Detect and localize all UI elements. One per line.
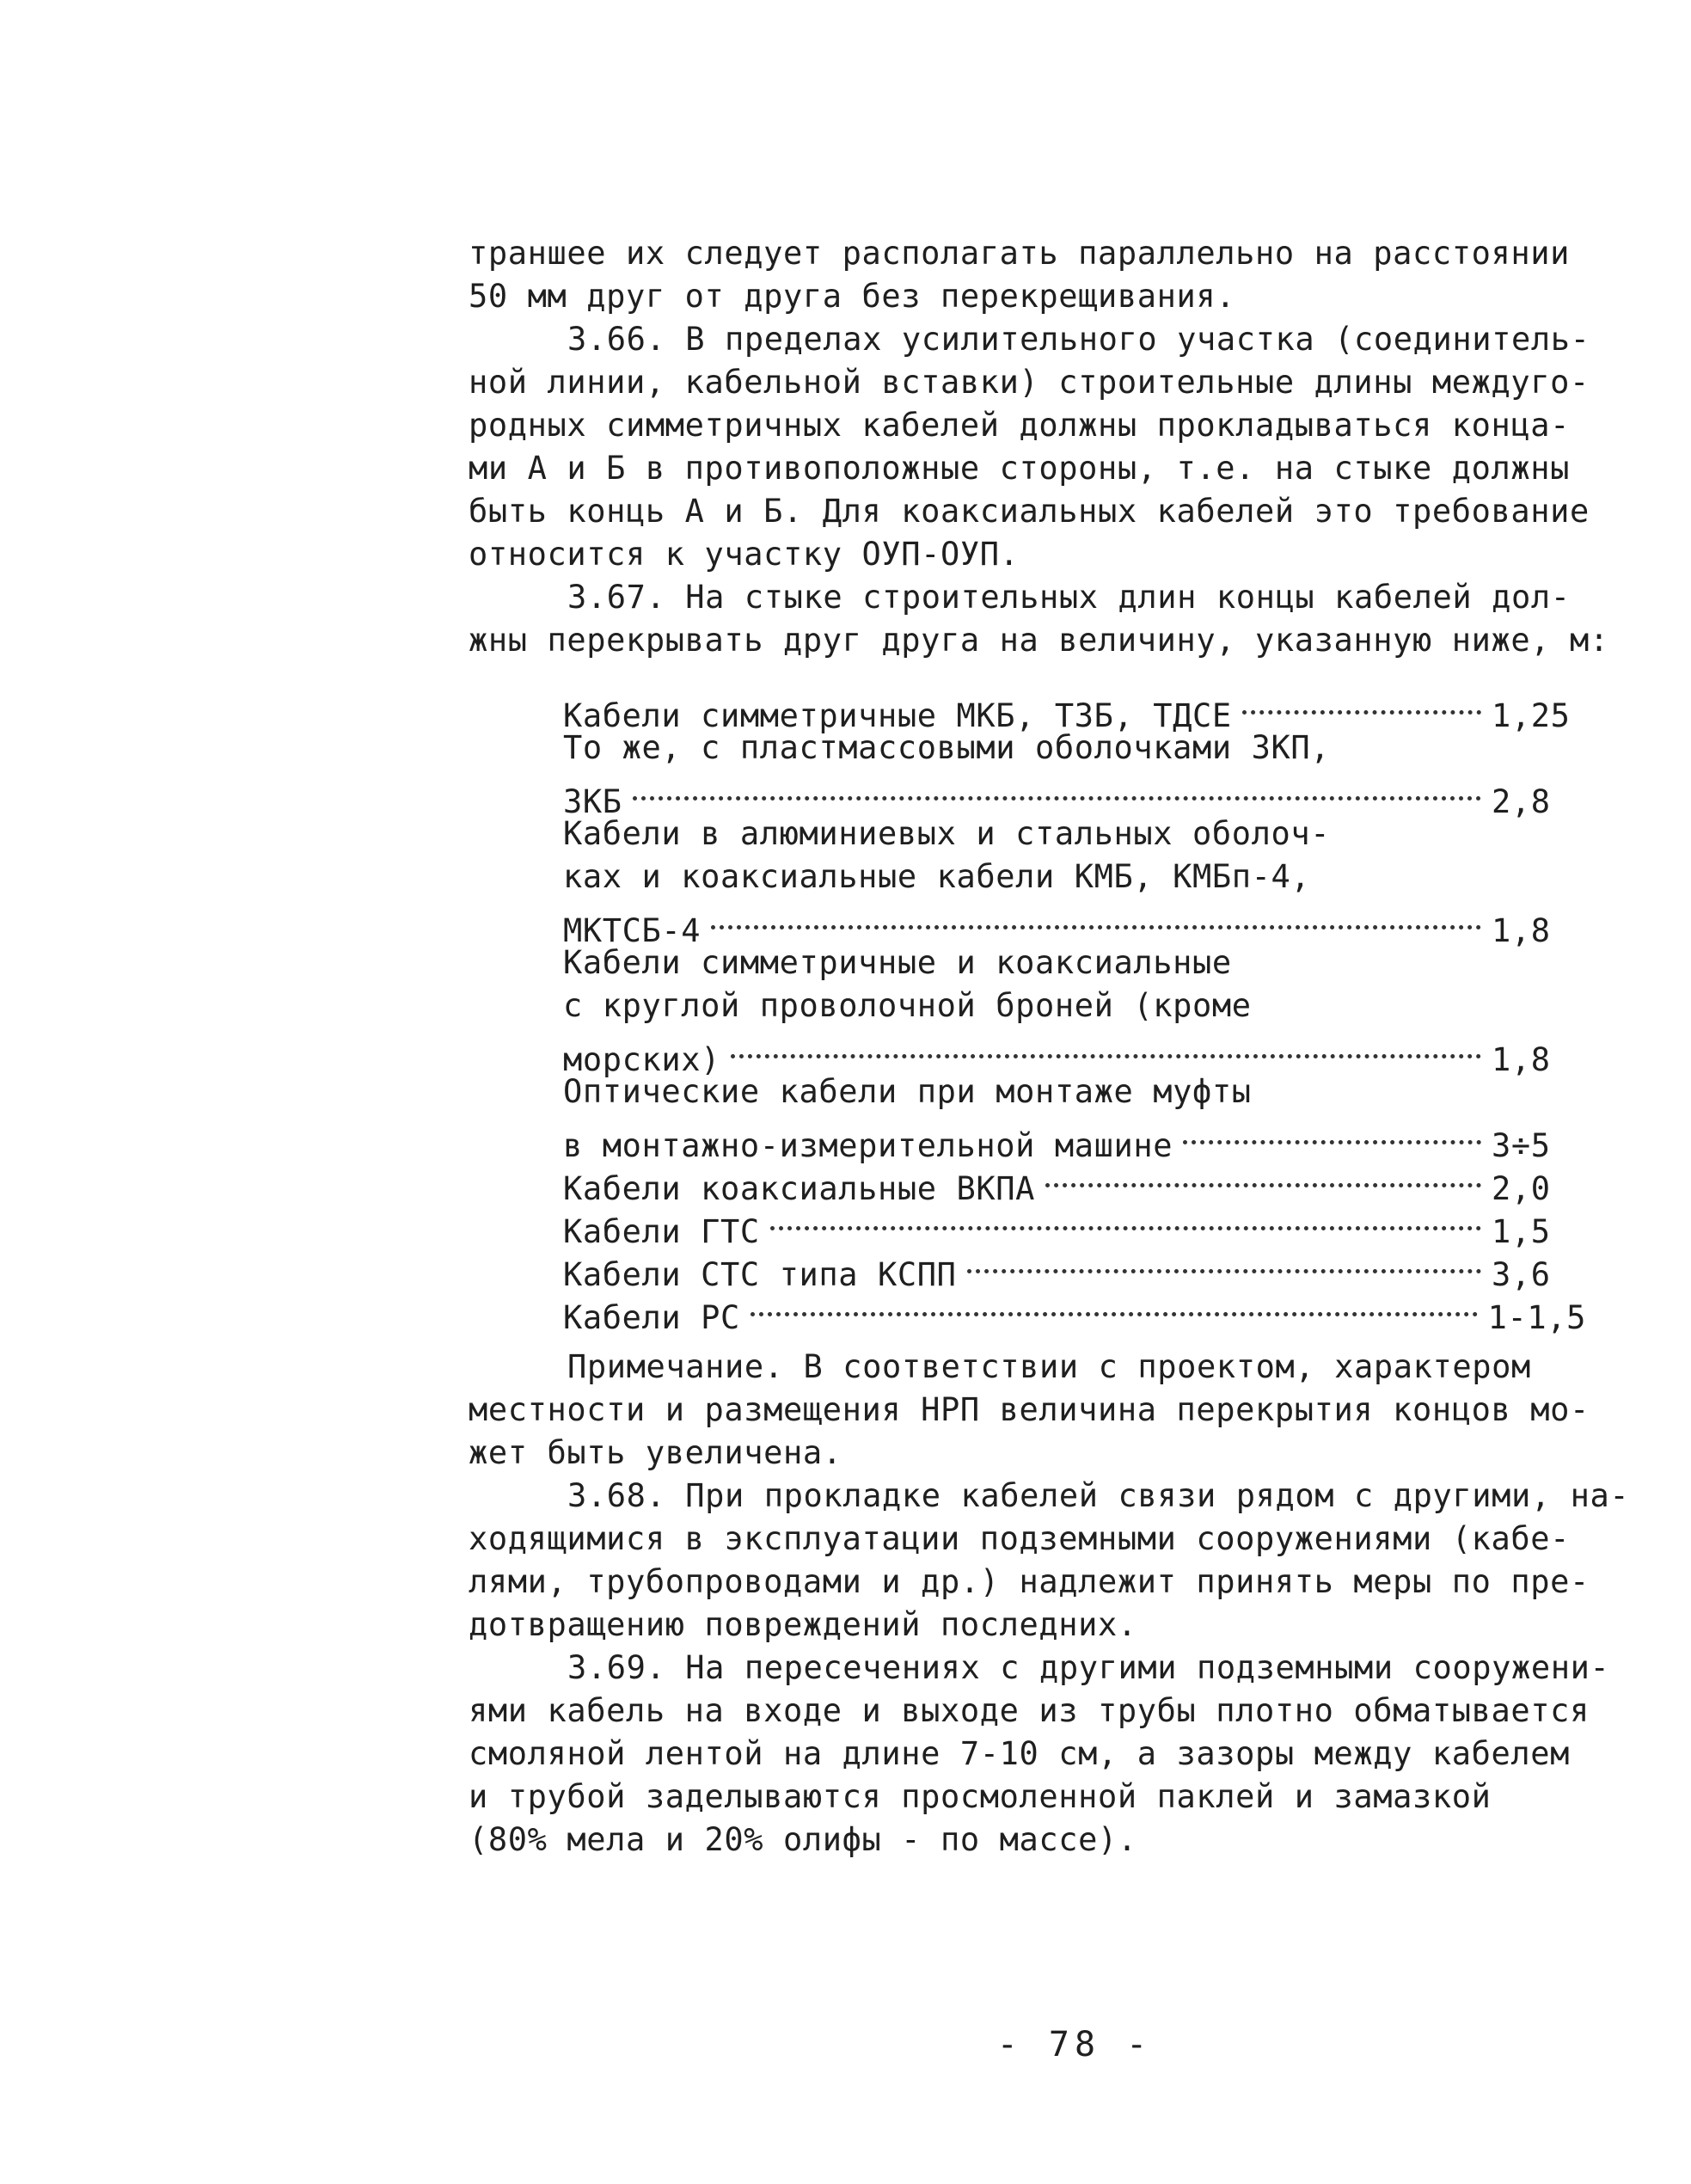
page-number: - 78 - — [996, 2025, 1153, 2064]
text-line: 3.66. В пределах усилительного участка (соединитель- — [567, 321, 1590, 358]
row-label: в монтажно-измерительной машине — [563, 1127, 1173, 1164]
row-value: 1,8 — [1492, 912, 1551, 949]
row-value: 1,25 — [1492, 697, 1571, 734]
row-value: 2,0 — [1492, 1170, 1551, 1207]
row-label: Оптические кабели при монтаже муфты — [563, 1073, 1252, 1110]
row-value: 3,6 — [1492, 1256, 1551, 1293]
row-label: морских) — [563, 1041, 721, 1078]
row-value: 2,8 — [1492, 783, 1551, 820]
row-label: МКТСБ-4 — [563, 912, 702, 949]
dot-leader — [751, 1285, 1478, 1328]
dot-leader — [967, 1242, 1481, 1285]
dot-leader — [1242, 684, 1481, 727]
row-label: с круглой проволочной броней (кроме — [563, 987, 1252, 1024]
note — [469, 1346, 1621, 1475]
row-label: ках и коаксиальные кабели КМБ, КМБп-4, — [563, 858, 1311, 895]
text-line: ходящимися в эксплуатации подземными сооружениями (кабе- — [469, 1520, 1571, 1557]
dot-leader — [731, 1028, 1481, 1071]
text-line: 3.69. На пересечениях с другими подземными сооружени- — [567, 1649, 1610, 1686]
dot-leader — [1045, 1156, 1481, 1199]
table-row — [563, 727, 1586, 770]
paragraph-3-66 — [469, 318, 1621, 576]
text-line: 50 мм друг от друга без перекрещивания. — [469, 278, 1236, 315]
paragraph-3-69 — [469, 1647, 1621, 1862]
table-row — [563, 813, 1586, 856]
text-line: 3.67. На стыке строительных длин концы кабелей дол- — [567, 579, 1571, 616]
text-line: ной линии, кабельной вставки) строительные длины междуго- — [469, 364, 1590, 401]
paragraph-intro — [469, 232, 1621, 318]
text-line: траншее их следует располагать параллельно на расстоянии — [469, 235, 1571, 272]
row-value: 1,8 — [1492, 1041, 1551, 1078]
row-label: Кабели ГТС — [563, 1213, 760, 1250]
table-row — [563, 856, 1586, 899]
row-label: Кабели РС — [563, 1299, 740, 1336]
paragraph-3-67 — [469, 576, 1621, 662]
text-line: и трубой заделываются просмоленной паклей и замазкой — [469, 1778, 1492, 1815]
table-row — [563, 770, 1586, 820]
table-row — [563, 1071, 1586, 1113]
text-line: относится к участку ОУП-ОУП. — [469, 536, 1020, 573]
table-row — [563, 942, 1586, 985]
table-row — [563, 899, 1586, 949]
text-line: местности и размещения НРП величина перекрытия концов мо- — [469, 1391, 1590, 1428]
table-row — [563, 1028, 1586, 1078]
text-line: (80% мела и 20% олифы - по массе). — [469, 1821, 1137, 1858]
row-value: 3÷5 — [1492, 1127, 1551, 1164]
text-line: лями, трубопроводами и др.) надлежит принять меры по пре- — [469, 1563, 1590, 1600]
dot-leader — [770, 1199, 1481, 1242]
text-line: 3.68. При прокладке кабелей связи рядом с другими, на- — [567, 1477, 1630, 1514]
table-row — [563, 684, 1586, 734]
text-line: дотвращению повреждений последних. — [469, 1606, 1137, 1643]
row-value: 1-1,5 — [1487, 1299, 1586, 1336]
table-row — [563, 1113, 1586, 1164]
row-value: 1,5 — [1492, 1213, 1551, 1250]
overlap-table — [563, 684, 1586, 1336]
row-label: ЗКБ — [563, 783, 622, 820]
text-line: ями кабель на входе и выходе из трубы плотно обматывается — [469, 1692, 1590, 1729]
text-line: Примечание. В соответствии с проектом, характером — [567, 1348, 1531, 1385]
table-row — [563, 985, 1586, 1028]
row-label: Кабели в алюминиевых и стальных оболоч- — [563, 815, 1331, 852]
dot-leader — [711, 899, 1481, 942]
text-line: родных симметричных кабелей должны прокладываться конца- — [469, 407, 1571, 444]
text-line: жет быть увеличена. — [469, 1434, 842, 1471]
row-label: Кабели симметричные и коаксиальные — [563, 944, 1232, 981]
text-line: быть конць А и Б. Для коаксиальных кабелей это требование — [469, 493, 1590, 530]
dot-leader — [1183, 1113, 1481, 1156]
row-label: Кабели СТС типа КСПП — [563, 1256, 957, 1293]
row-label: То же, с пластмассовыми оболочками ЗКП, — [563, 729, 1331, 766]
dot-leader — [633, 770, 1481, 813]
row-label: Кабели коаксиальные ВКПА — [563, 1170, 1036, 1207]
text-line: смоляной лентой на длине 7-10 см, а зазоры между кабелем — [469, 1735, 1571, 1772]
text-line: ми А и Б в противоположные стороны, т.е. на стыке должны — [469, 450, 1571, 487]
text-line: жны перекрывать друг друга на величину, указанную ниже, м: — [469, 622, 1609, 659]
row-label: Кабели симметричные МКБ, ТЗБ, ТДСЕ — [563, 697, 1232, 734]
paragraph-3-68 — [469, 1475, 1630, 1647]
